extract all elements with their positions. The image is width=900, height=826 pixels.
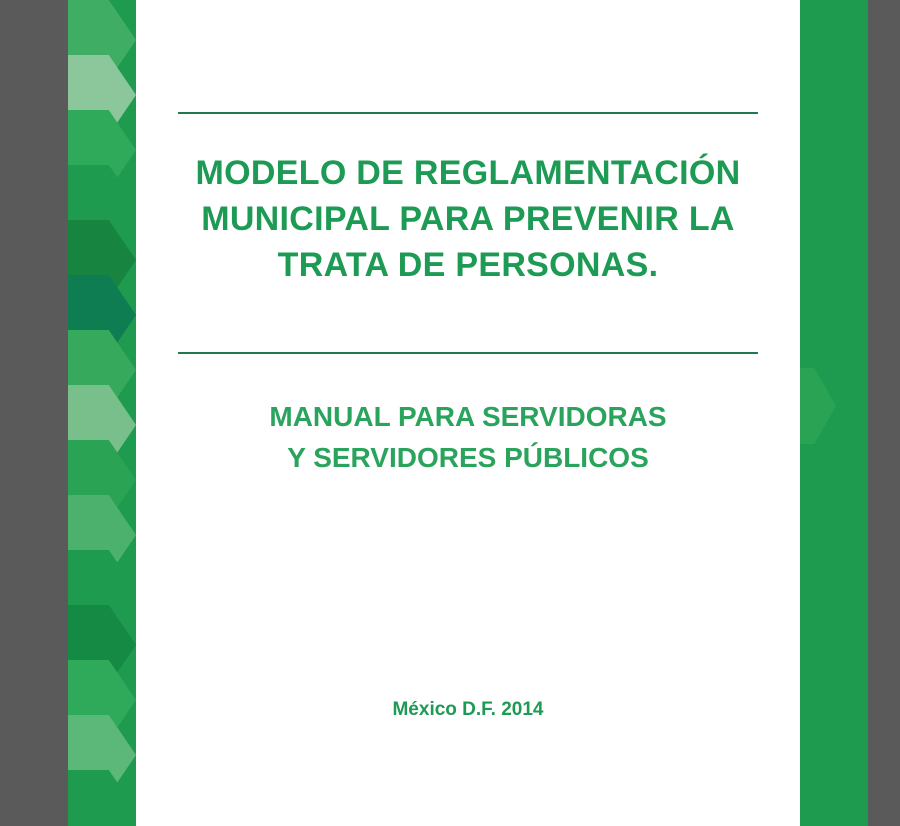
title-line-2: MUNICIPAL PARA PREVENIR LA [201,200,735,238]
subtitle-line-2: Y SERVIDORES PÚBLICOS [287,442,649,473]
title-line-3: TRATA DE PERSONAS. [277,246,659,284]
divider-top [178,112,758,114]
cover-sheet [136,0,800,826]
page-subtitle [160,396,776,478]
imprint-text: México D.F. 2014 [392,699,544,720]
chevron-pattern [68,0,136,826]
title-line-1: MODELO DE REGLAMENTACIÓN [195,154,741,192]
chevron-icon [68,770,136,826]
subtitle-line-1: MANUAL PARA SERVIDORAS [269,401,667,432]
page-title [160,150,776,288]
divider-bottom [178,352,758,354]
watermark-text [214,14,354,50]
